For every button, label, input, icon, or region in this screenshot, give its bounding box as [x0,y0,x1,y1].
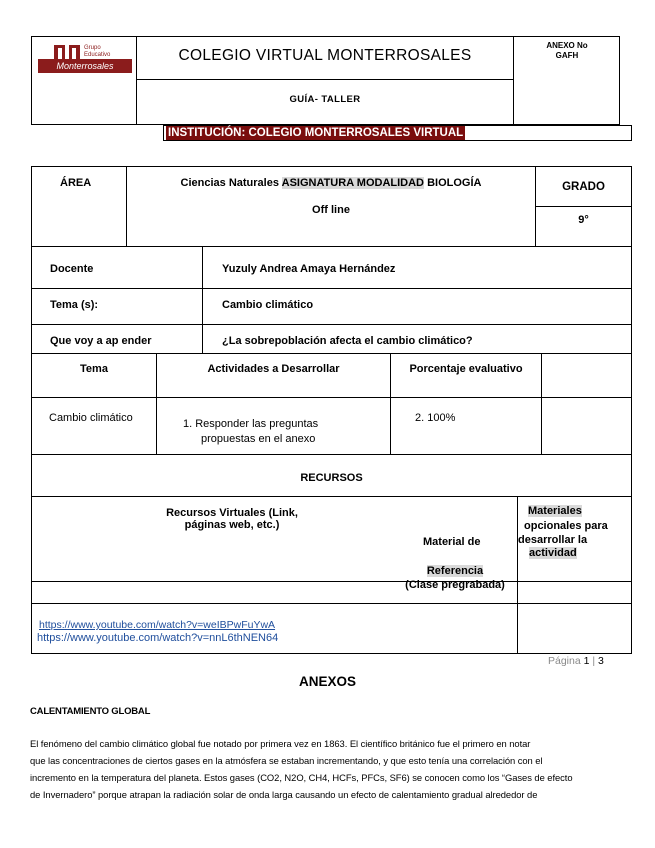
row-percentage: 2. 100% [415,412,456,424]
virtual-resources-line1: Recursos Virtuales (Link, [166,507,298,519]
subject-line [127,176,535,190]
percentage-header: Porcentaje evaluativo [409,363,523,375]
annex-code: ANEXO No GAFH [546,41,588,60]
reference-line2: (Clase pregrabada) [405,579,505,591]
page-number-separator: | [592,655,596,667]
topic-value-cell [202,288,632,325]
teacher-label-cell [31,246,203,289]
resources-title-cell [31,454,632,497]
optional-materials-line3: desarrollar la [518,534,588,546]
tema-header-cell [31,353,157,398]
row-activity-line2: propuestas en el anexo [201,433,316,445]
tema-header: Tema [80,363,108,375]
row-topic-cell [31,397,157,455]
school-name-cell [136,36,514,80]
annex-paragraph [30,735,630,803]
empty-header-cell [541,353,632,398]
page-number [548,655,604,667]
area-label: ÁREA [60,177,92,189]
percentage-header-cell [390,353,542,398]
links-empty-cell [517,603,632,654]
optional-materials-line4 [529,546,577,560]
resources-title: RECURSOS [300,472,363,484]
annex-section-title: CALENTAMIENTO GLOBAL [30,706,151,717]
topic-value: Cambio climático [222,299,314,311]
grade-value-cell [535,206,632,247]
annex-paragraph-line3: incremento en la temperatura del planeta. Estos gases (CO2, N2O, CH4, HCFs, PFCs, SF6) se conocen como los “Gases de efecto [30,772,573,783]
topic-label: Tema (s): [50,299,99,311]
optional-materials-word: Materiales [528,505,582,517]
grade-value: 9° [578,214,589,226]
annex-paragraph-line2: que las concentraciones de ciertos gases en la atmósfera se estaban incrementando, y que esto tenía una correlación con el [30,755,543,766]
goal-label: Que voy a ap ender [50,335,152,347]
youtube-link-2[interactable]: https://www.youtube.com/watch?v=nnL6thNEN64 [37,632,279,644]
annex-paragraph-line1: El fenómeno del cambio climático global fue notado por primera vez en 1863. El científico británico fue el primero en notar [30,738,531,749]
optional-materials-activity: actividad [529,547,577,559]
optional-materials-cell [517,496,632,604]
goal-value: ¿La sobrepoblación afecta el cambio climático? [222,335,473,347]
teacher-label: Docente [50,263,94,275]
teacher-name: Yuzuly Andrea Amaya Hernández [222,263,396,275]
grade-label: GRADO [562,181,605,193]
institution-banner-box [163,125,632,141]
reference-line1 [400,564,510,578]
page-number-total: 3 [598,655,604,667]
row-activity-line1: 1. Responder las preguntas [183,418,319,430]
subject-prefix: Ciencias Naturales [180,177,282,189]
area-cell [31,166,127,247]
row-topic: Cambio climático [49,412,133,424]
institution-banner: INSTITUCIÓN: COLEGIO MONTERROSALES VIRTUAL [168,127,464,139]
topic-label-cell [31,288,203,325]
goal-label-cell [31,324,203,354]
logo-group-text: Grupo Educativo [84,45,111,58]
page-number-label: Página [548,655,581,667]
school-name: COLEGIO VIRTUAL MONTERROSALES [178,47,472,64]
annex-paragraph-line4: de Invernadero” porque atrapan la radiación solar de onda larga causando un efecto de calentamiento gradual alrededor de [30,789,538,800]
row-percentage-cell [390,397,542,455]
annex-code-cell [513,36,620,125]
optional-materials-line1 [528,504,582,518]
activities-header: Actividades a Desarrollar [207,363,340,375]
optional-materials-line2: opcionales para [524,520,608,532]
row-empty-cell [541,397,632,455]
subject-cell [126,166,536,247]
virtual-resources-cell [31,496,518,604]
reference-text: Referencia [426,565,484,577]
modality: Off line [312,204,350,216]
links-cell [31,603,518,654]
subject-highlight: ASIGNATURA MODALIDAD [281,177,425,189]
school-logo [50,41,120,61]
annex-title: ANEXOS [298,674,356,689]
goal-value-cell [202,324,632,354]
logo-brand-text: Monterrosales [38,59,132,73]
teacher-name-cell [202,246,632,289]
virtual-resources-line2: páginas web, etc.) [184,519,280,531]
material-label: Material de [423,536,481,548]
youtube-link-1[interactable]: https://www.youtube.com/watch?v=weIBPwFuYwA [39,619,276,631]
subject-suffix: BIOLOGÍA [424,177,482,189]
grade-label-cell [535,166,632,207]
header-logo-cell [31,36,137,125]
row-activity-cell [156,397,391,455]
activities-header-cell [156,353,391,398]
guide-title-cell [136,79,514,125]
page-number-current: 1 [583,655,590,667]
guide-title: GUÍA- TALLER [289,94,361,105]
